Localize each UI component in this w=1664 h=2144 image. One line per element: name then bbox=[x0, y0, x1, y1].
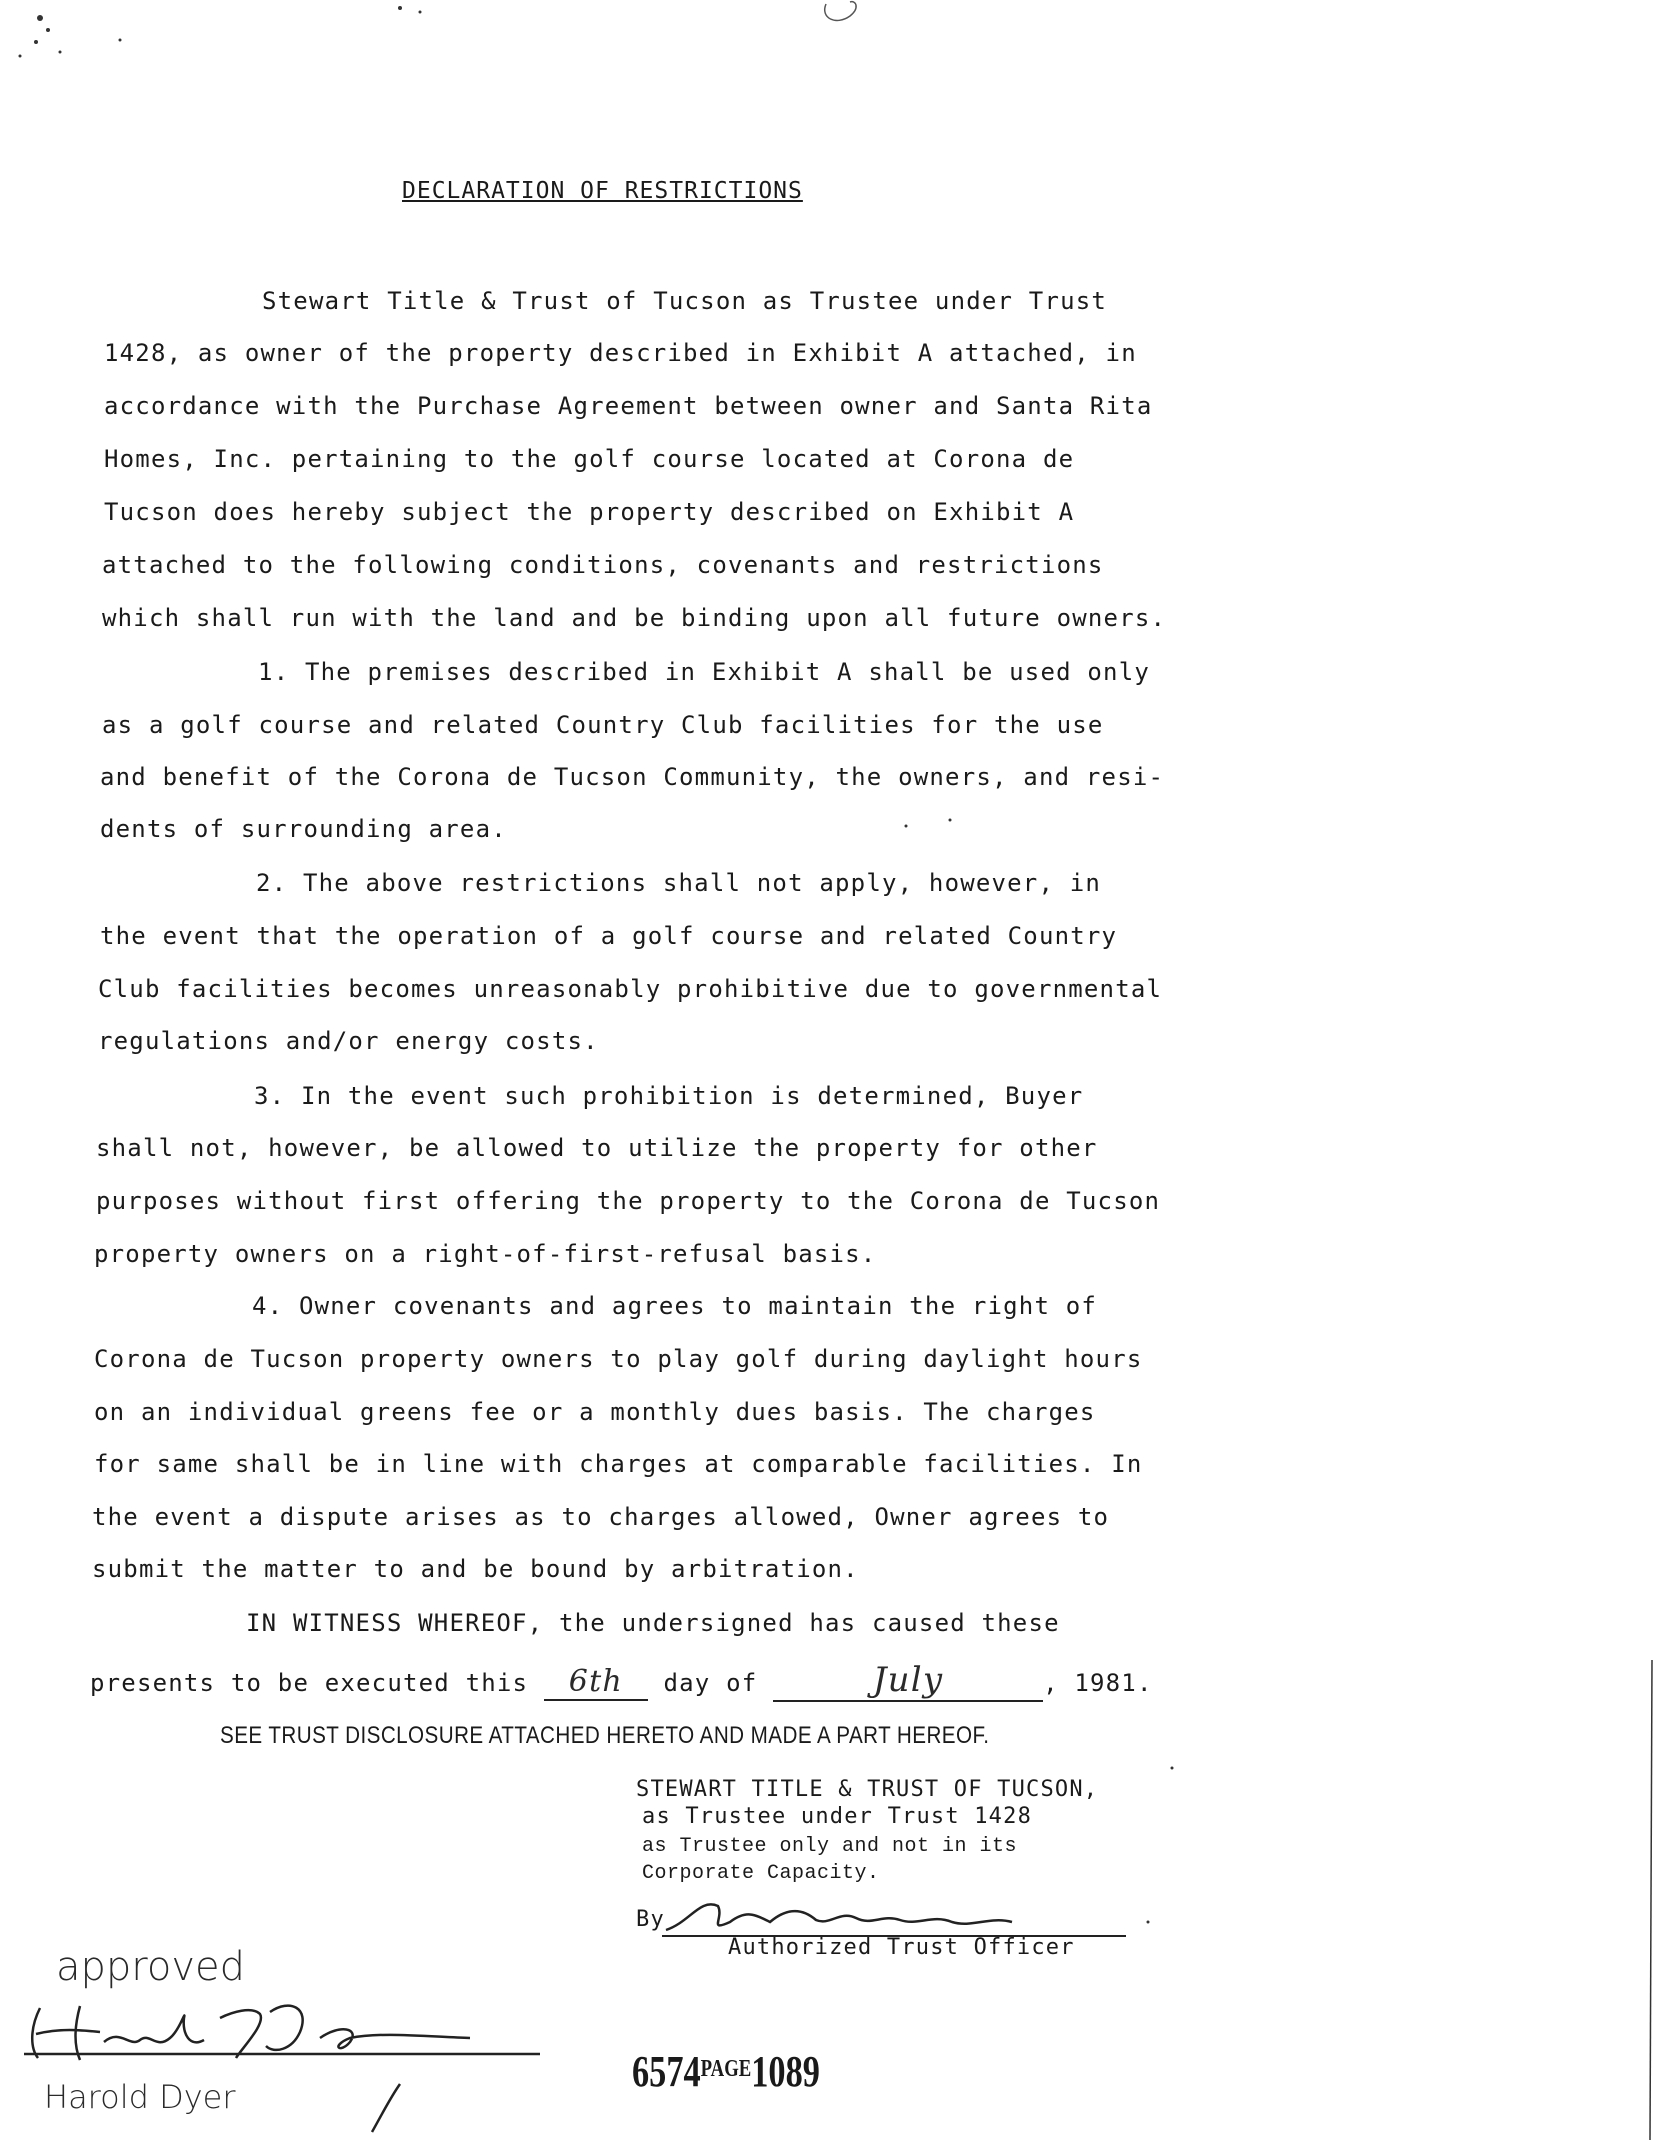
clause-4-line-2: Corona de Tucson property owners to play golf during daylight hours bbox=[94, 1345, 1143, 1373]
intro-line-5: Tucson does hereby subject the property described on Exhibit A bbox=[104, 498, 1075, 526]
intro-line-6: attached to the following conditions, covenants and restrictions bbox=[102, 551, 1104, 579]
clause-4-line-5: the event a dispute arises as to charges allowed, Owner agrees to bbox=[92, 1503, 1110, 1531]
intro-line-7: which shall run with the land and be binding upon all future owners. bbox=[102, 604, 1167, 632]
intro-line-4: Homes, Inc. pertaining to the golf course located at Corona de bbox=[104, 445, 1075, 473]
witness-line: IN WITNESS WHEREOF, the undersigned has caused these bbox=[246, 1609, 1060, 1637]
execution-year: , 1981. bbox=[1043, 1669, 1153, 1697]
clause-4-line-1: 4. Owner covenants and agrees to maintain the right of bbox=[252, 1292, 1098, 1320]
document-title: DECLARATION OF RESTRICTIONS bbox=[402, 178, 803, 204]
approver-printed-name: Harold Dyer bbox=[44, 2078, 236, 2116]
recording-page-number: 1089 bbox=[751, 2047, 820, 2096]
clause-4-line-6: submit the matter to and be bound by arbitration. bbox=[92, 1555, 859, 1583]
recording-page-label: PAGE bbox=[700, 2056, 752, 2082]
execution-month-handwritten: July bbox=[773, 1660, 1043, 1702]
signature-entity-line-1: STEWART TITLE & TRUST OF TUCSON, bbox=[636, 1777, 1099, 1802]
execution-prefix: presents to be executed this bbox=[90, 1669, 529, 1697]
clause-4-line-3: on an individual greens fee or a monthly dues basis. The charges bbox=[94, 1398, 1096, 1426]
intro-line-2: 1428, as owner of the property described in Exhibit A attached, in bbox=[104, 339, 1137, 367]
recording-book-number: 6574 bbox=[632, 2047, 701, 2096]
intro-line-1: Stewart Title & Trust of Tucson as Trustee under Trust bbox=[262, 287, 1108, 315]
trust-disclosure-note: SEE TRUST DISCLOSURE ATTACHED HERETO AND MADE A PART HEREOF. bbox=[220, 1722, 990, 1749]
recording-book-page bbox=[632, 2046, 820, 2097]
execution-line bbox=[90, 1660, 1153, 1702]
trustee-stamp-line-2: Corporate Capacity. bbox=[642, 1862, 880, 1885]
authorized-officer-title: Authorized Trust Officer bbox=[728, 1935, 1075, 1960]
clause-3-line-2: shall not, however, be allowed to utilize the property for other bbox=[96, 1134, 1098, 1162]
signature-entity-line-2: as Trustee under Trust 1428 bbox=[642, 1804, 1033, 1829]
by-label: By bbox=[636, 1907, 665, 1932]
clause-4-line-4: for same shall be in line with charges at comparable facilities. In bbox=[94, 1450, 1143, 1478]
clause-1-line-3: and benefit of the Corona de Tucson Community, the owners, and resi- bbox=[100, 763, 1165, 791]
clause-1-line-2: as a golf course and related Country Club facilities for the use bbox=[102, 711, 1104, 739]
clause-3-line-1: 3. In the event such prohibition is determined, Buyer bbox=[254, 1082, 1084, 1110]
clause-2-line-1: 2. The above restrictions shall not apply, however, in bbox=[256, 869, 1102, 897]
clause-2-line-4: regulations and/or energy costs. bbox=[98, 1027, 599, 1055]
clause-1-line-1: 1. The premises described in Exhibit A shall be used only bbox=[258, 658, 1151, 686]
execution-day-handwritten: 6th bbox=[544, 1664, 648, 1701]
clause-2-line-3: Club facilities becomes unreasonably prohibitive due to governmental bbox=[98, 975, 1163, 1003]
trustee-stamp-line-1: as Trustee only and not in its bbox=[642, 1835, 1018, 1858]
approved-handwritten: approved bbox=[56, 1944, 246, 1990]
execution-mid: day of bbox=[663, 1669, 758, 1697]
clause-1-line-4: dents of surrounding area. bbox=[100, 815, 507, 843]
clause-3-line-4: property owners on a right-of-first-refusal basis. bbox=[94, 1240, 877, 1268]
clause-2-line-2: the event that the operation of a golf course and related Country bbox=[100, 922, 1118, 950]
clause-3-line-3: purposes without first offering the property to the Corona de Tucson bbox=[96, 1187, 1161, 1215]
intro-line-3: accordance with the Purchase Agreement between owner and Santa Rita bbox=[104, 392, 1153, 420]
